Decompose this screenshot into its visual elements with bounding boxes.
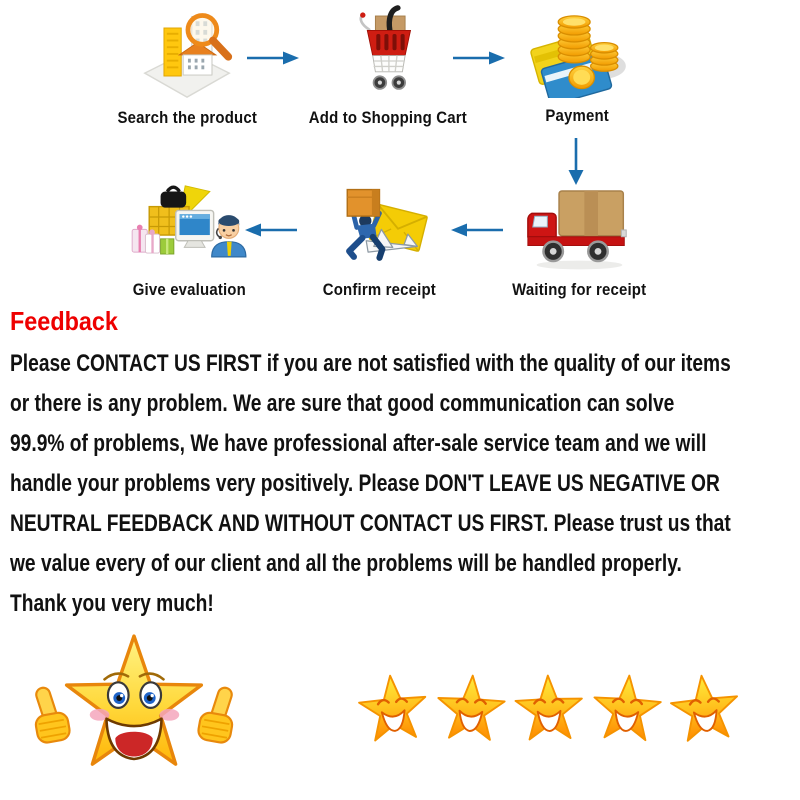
step-label-cart: Add to Shopping Cart	[308, 108, 468, 127]
flow-step-waiting	[498, 182, 660, 300]
give-evaluation-icon	[127, 182, 251, 272]
feedback-line: Thank you very much!	[10, 590, 214, 617]
smiley-star-icon	[509, 663, 588, 756]
smiley-star-icon	[351, 661, 435, 757]
feedback-line: handle your problems very positively. Please DON'T LEAVE US NEGATIVE OR	[10, 470, 720, 497]
feedback-line: we value every of our client and all the problems will be handled properly.	[10, 550, 682, 577]
step-label-waiting: Waiting for receipt	[511, 280, 647, 299]
flow-step-confirm	[305, 182, 453, 300]
payment-icon	[525, 6, 629, 98]
step-label-confirm: Confirm receipt	[322, 280, 436, 299]
delivery-truck-icon	[523, 182, 635, 272]
feedback-line: 99.9% of problems, We have professional after-sale service team and we will	[10, 430, 707, 457]
five-star-rating	[355, 664, 743, 754]
step-label-search: Search the product	[117, 108, 257, 127]
smiley-star-icon	[663, 660, 748, 757]
flow-step-cart	[302, 4, 474, 128]
smiley-star-icon	[586, 661, 668, 756]
thumbs-up-star	[16, 618, 252, 784]
shopping-cart-icon	[343, 4, 433, 100]
feedback-line: Please CONTACT US FIRST if you are not satisfied with the quality of our items	[10, 350, 731, 377]
flow-step-search	[108, 4, 266, 128]
step-label-evaluation: Give evaluation	[132, 280, 246, 299]
arrow-left-icon	[450, 222, 504, 238]
arrow-right-icon	[246, 50, 300, 66]
feedback-heading: Feedback	[10, 306, 118, 336]
flow-step-payment	[518, 6, 636, 126]
arrow-right-icon	[452, 50, 506, 66]
feedback-line: NEUTRAL FEEDBACK AND WITHOUT CONTACT US FIRST. Please trust us that	[10, 510, 731, 537]
feedback-paragraph	[10, 344, 800, 624]
search-product-icon	[139, 4, 235, 100]
step-label-payment: Payment	[545, 106, 609, 125]
confirm-receipt-icon	[323, 182, 435, 272]
arrow-down-icon	[565, 138, 587, 186]
flow-step-evaluation	[108, 182, 270, 300]
smiley-star-icon	[431, 662, 512, 756]
feedback-line: or there is any problem. We are sure that good communication can solve	[10, 390, 675, 417]
thumbs-up-star-icon	[16, 618, 252, 784]
